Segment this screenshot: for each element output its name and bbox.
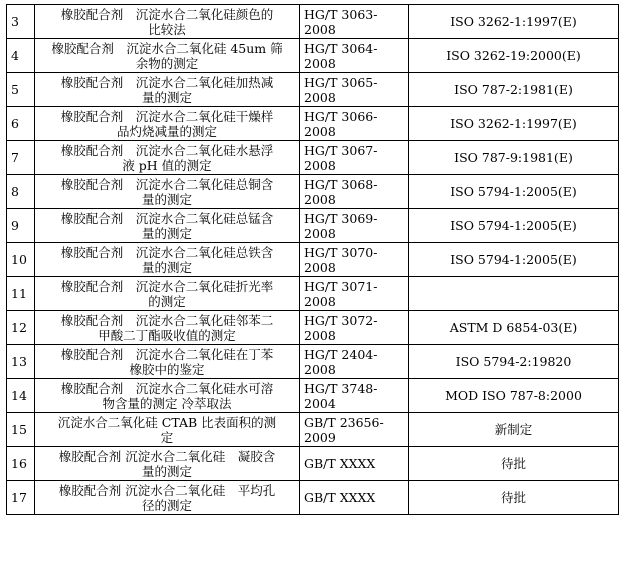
standard-name-line: 定 [160, 429, 174, 445]
reference-standard: ISO 787-9:1981(E) [409, 141, 619, 175]
standard-name-line: 沉淀水合二氧化硅 CTAB 比表面积的测 [57, 414, 277, 430]
reference-standard: 新制定 [409, 413, 619, 447]
standard-name-line: 量的测定 [141, 463, 192, 479]
standard-code: GB/T XXXX [300, 481, 409, 515]
table-row [7, 39, 619, 73]
standard-code: HG/T 3064-2008 [300, 39, 409, 73]
standard-code: HG/T 2404-2008 [300, 345, 409, 379]
reference-standard: ISO 5794-1:2005(E) [409, 209, 619, 243]
standard-name [35, 345, 300, 379]
row-number: 6 [7, 107, 35, 141]
row-number: 10 [7, 243, 35, 277]
standard-name [35, 277, 300, 311]
row-number: 17 [7, 481, 35, 515]
table-row [7, 311, 619, 345]
standard-name-line: 径的测定 [141, 497, 192, 513]
row-number: 3 [7, 5, 35, 39]
table-row [7, 413, 619, 447]
reference-standard: ISO 5794-1:2005(E) [409, 175, 619, 209]
standard-code: GB/T XXXX [300, 447, 409, 481]
standard-name [35, 39, 300, 73]
reference-standard: ISO 3262-19:2000(E) [409, 39, 619, 73]
standard-name-line: 橡胶配合剂 沉淀水合二氧化硅总铜含 [60, 176, 274, 192]
standard-name-line: 物含量的测定 冷萃取法 [102, 395, 232, 411]
standard-code: HG/T 3067-2008 [300, 141, 409, 175]
standard-name [35, 175, 300, 209]
standard-name [35, 73, 300, 107]
standard-code: HG/T 3072-2008 [300, 311, 409, 345]
reference-standard [409, 277, 619, 311]
standards-table-body [7, 5, 619, 515]
standard-name-line: 余物的测定 [135, 55, 199, 71]
row-number: 16 [7, 447, 35, 481]
standard-name-line: 液 pH 值的测定 [122, 157, 212, 173]
standard-name [35, 107, 300, 141]
table-row [7, 175, 619, 209]
standard-name-line: 橡胶配合剂 沉淀水合二氧化硅干燥样 [60, 108, 274, 124]
standard-name-line: 橡胶中的鉴定 [129, 361, 205, 377]
standard-name-line: 量的测定 [141, 259, 192, 275]
table-row [7, 209, 619, 243]
row-number: 14 [7, 379, 35, 413]
reference-standard: MOD ISO 787-8:2000 [409, 379, 619, 413]
table-row [7, 141, 619, 175]
standard-code: HG/T 3070-2008 [300, 243, 409, 277]
reference-standard: ISO 5794-2:19820 [409, 345, 619, 379]
standard-code: HG/T 3068-2008 [300, 175, 409, 209]
reference-standard: ISO 3262-1:1997(E) [409, 107, 619, 141]
standard-name-line: 橡胶配合剂 沉淀水合二氧化硅邻苯二 [60, 312, 274, 328]
standard-name-line: 橡胶配合剂 沉淀水合二氧化硅折光率 [60, 278, 274, 294]
standard-name-line: 橡胶配合剂 沉淀水合二氧化硅总锰含 [60, 210, 274, 226]
standard-name [35, 243, 300, 277]
standard-name-line: 橡胶配合剂 沉淀水合二氧化硅 凝胶含 [58, 448, 276, 464]
standard-name-line: 橡胶配合剂 沉淀水合二氧化硅颜色的 [60, 6, 274, 22]
standard-name-line: 橡胶配合剂 沉淀水合二氧化硅加热减 [60, 74, 274, 90]
standard-name-line: 橡胶配合剂 沉淀水合二氧化硅 平均孔 [58, 482, 276, 498]
table-row [7, 481, 619, 515]
table-row [7, 345, 619, 379]
reference-standard: ISO 787-2:1981(E) [409, 73, 619, 107]
standard-name [35, 209, 300, 243]
row-number: 15 [7, 413, 35, 447]
standard-code: HG/T 3066-2008 [300, 107, 409, 141]
standard-name [35, 481, 300, 515]
standard-name [35, 141, 300, 175]
standard-name-line: 的测定 [148, 293, 186, 309]
reference-standard: ISO 5794-1:2005(E) [409, 243, 619, 277]
table-row [7, 379, 619, 413]
row-number: 13 [7, 345, 35, 379]
reference-standard: ISO 3262-1:1997(E) [409, 5, 619, 39]
row-number: 11 [7, 277, 35, 311]
standard-code: HG/T 3071-2008 [300, 277, 409, 311]
table-row [7, 73, 619, 107]
reference-standard: ASTM D 6854-03(E) [409, 311, 619, 345]
table-row [7, 5, 619, 39]
standard-name [35, 413, 300, 447]
standard-name [35, 5, 300, 39]
standard-code: HG/T 3065-2008 [300, 73, 409, 107]
standard-name-line: 量的测定 [141, 89, 192, 105]
standard-name-line: 量的测定 [141, 225, 192, 241]
standard-name-line: 品灼烧减量的测定 [116, 123, 217, 139]
row-number: 4 [7, 39, 35, 73]
standards-table [6, 4, 619, 515]
standard-name-line: 橡胶配合剂 沉淀水合二氧化硅 45um 筛 [51, 40, 283, 56]
table-row [7, 447, 619, 481]
row-number: 8 [7, 175, 35, 209]
standard-code: GB/T 23656-2009 [300, 413, 409, 447]
standard-name [35, 311, 300, 345]
table-row [7, 277, 619, 311]
table-row [7, 243, 619, 277]
standard-name-line: 甲酸二丁酯吸收值的测定 [98, 327, 236, 343]
row-number: 5 [7, 73, 35, 107]
row-number: 7 [7, 141, 35, 175]
standard-code: HG/T 3748-2004 [300, 379, 409, 413]
standard-name [35, 379, 300, 413]
reference-standard: 待批 [409, 481, 619, 515]
standard-name-line: 比较法 [148, 21, 186, 37]
standard-name-line: 橡胶配合剂 沉淀水合二氧化硅在丁苯 [60, 346, 274, 362]
standard-name-line: 橡胶配合剂 沉淀水合二氧化硅水悬浮 [60, 142, 274, 158]
row-number: 9 [7, 209, 35, 243]
reference-standard: 待批 [409, 447, 619, 481]
standard-code: HG/T 3063-2008 [300, 5, 409, 39]
standard-code: HG/T 3069-2008 [300, 209, 409, 243]
standard-name-line: 量的测定 [141, 191, 192, 207]
row-number: 12 [7, 311, 35, 345]
table-row [7, 107, 619, 141]
standard-name-line: 橡胶配合剂 沉淀水合二氧化硅水可溶 [60, 380, 274, 396]
standard-name [35, 447, 300, 481]
standard-name-line: 橡胶配合剂 沉淀水合二氧化硅总铁含 [60, 244, 274, 260]
